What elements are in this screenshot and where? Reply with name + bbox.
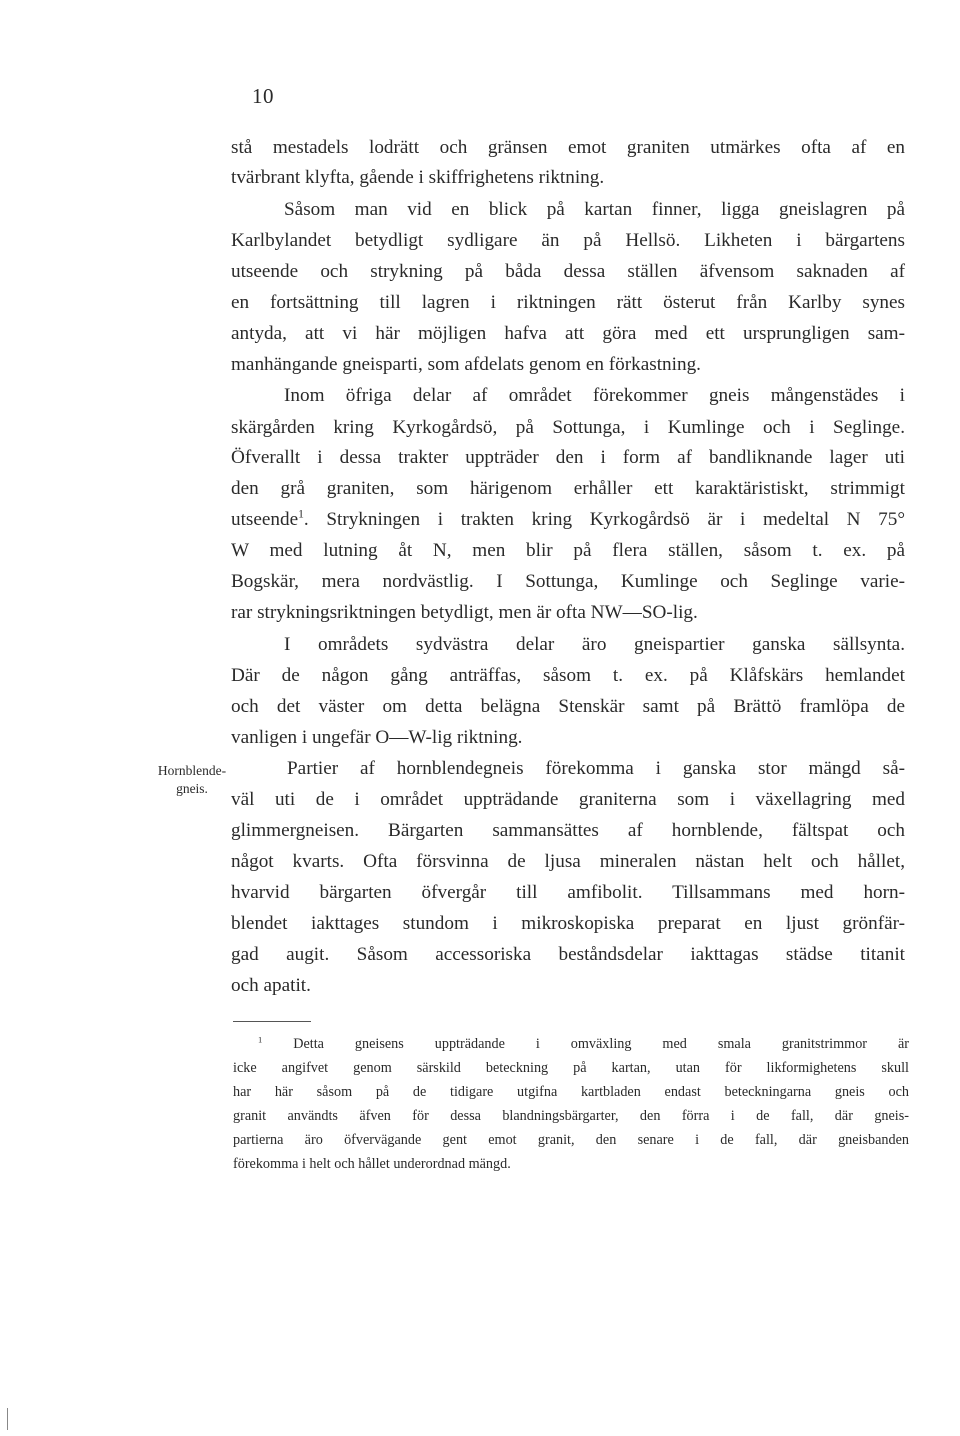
footnote-text: Detta gneisens uppträdande i omväxling med smala granitstrimmor är [293,1036,910,1052]
text-fragment: utseende [231,509,299,530]
text-line: en fortsättning till lagren i riktningen rätt österut från Karlby synes [231,292,905,313]
text-line: Inom öfriga delar af området förekommer gneis mångenstädes i [284,385,905,406]
text-line: glimmergneisen. Bärgarten sammansättes af hornblende, fältspat och [231,820,905,841]
text-line: väl uti de i området uppträdande graniterna som i växellagring med [231,789,905,810]
text-line: Såsom man vid en blick på kartan finner, ligga gneislagren på [284,199,905,220]
text-line: I områdets sydvästra delar äro gneispartier ganska sällsynta. [284,634,905,655]
text-line: utseende och strykning på båda dessa ställen äfvensom saknaden af [231,261,905,282]
text-line: något kvarts. Ofta försvinna de ljusa mineralen nästan helt och hållet, [231,851,905,872]
text-line: tvärbrant klyfta, gående i skiffrighetens riktning. [231,167,605,188]
text-line: blendet iakttages stundom i mikroskopiska preparat en ljust grönfär- [231,913,905,934]
text-line: vanligen i ungefär O—W-lig riktning. [231,727,523,748]
text-line: Bogskär, mera nordvästlig. I Sottunga, Kumlinge och Seglinge varie- [231,571,905,592]
text-line: Där de någon gång anträffas, såsom t. ex. på Klåfskärs hemlandet [231,665,905,686]
footnote-line: granit användts äfven för dessa blandningsbärgarter, den förra i de fall, där gneis- [233,1108,909,1124]
footnote-marker: 1 [258,1034,263,1045]
footnote-ref: 1 [298,508,304,521]
text-line: stå mestadels lodrätt och gränsen emot graniten utmärkes ofta af en [231,137,905,158]
footnote-line: förekomma i helt och hållet underordnad mängd. [233,1156,511,1172]
footnote-line: partierna äro öfvervägande gent emot granit, den senare i de fall, där gneisbanden [233,1132,909,1148]
text-line: W med lutning åt N, men blir på flera ställen, såsom t. ex. på [231,540,905,561]
text-line: och apatit. [231,975,311,996]
text-line: manhängande gneisparti, som afdelats genom en förkastning. [231,354,701,375]
margin-note-line: gneis. [176,781,208,796]
text-line: skärgården kring Kyrkogårdsö, på Sottunga, i Kumlinge och i Seglinge. [231,417,905,438]
text-line: hvarvid bärgarten öfvergår till amfibolit. Tillsammans med horn- [231,882,905,903]
footnote-line: icke angifvet genom särskild beteckning på kartan, utan för likformighetens skull [233,1060,909,1076]
text-fragment: . Strykningen i trakten kring Kyrkogårdsö är i medeltal N 75° [303,509,905,530]
footnote-line: har här såsom på de tidigare utgifna kartbladen endast beteckningarna gneis och [233,1084,909,1100]
footnote-rule [233,1021,311,1022]
text-line-with-footnote [231,505,905,535]
text-line: Partier af hornblendegneis förekomma i ganska stor mängd så- [287,758,905,779]
text-line: gad augit. Såsom accessoriska beståndsdelar iakttagas städse titanit [231,944,905,965]
page-number: 10 [252,84,274,108]
text-line: Öfverallt i dessa trakter uppträder den i form af bandliknande lager uti [231,447,905,468]
margin-note-line: Hornblende- [157,763,227,778]
text-line: Karlbylandet betydligt sydligare än på Hellsö. Likheten i bärgartens [231,230,905,251]
scan-edge-mark [7,1408,8,1430]
text-line: antyda, att vi här möjligen hafva att göra med ett ursprungligen sam- [231,323,905,344]
text-line: rar strykningsriktningen betydligt, men är ofta NW—SO-lig. [231,602,698,623]
text-line: den grå graniten, som härigenom erhåller ett karaktäristiskt, strimmigt [231,478,905,499]
text-line: och det väster om detta belägna Stenskär samt på Brättö framlöpa de [231,696,905,717]
footnote-line [258,1033,909,1057]
